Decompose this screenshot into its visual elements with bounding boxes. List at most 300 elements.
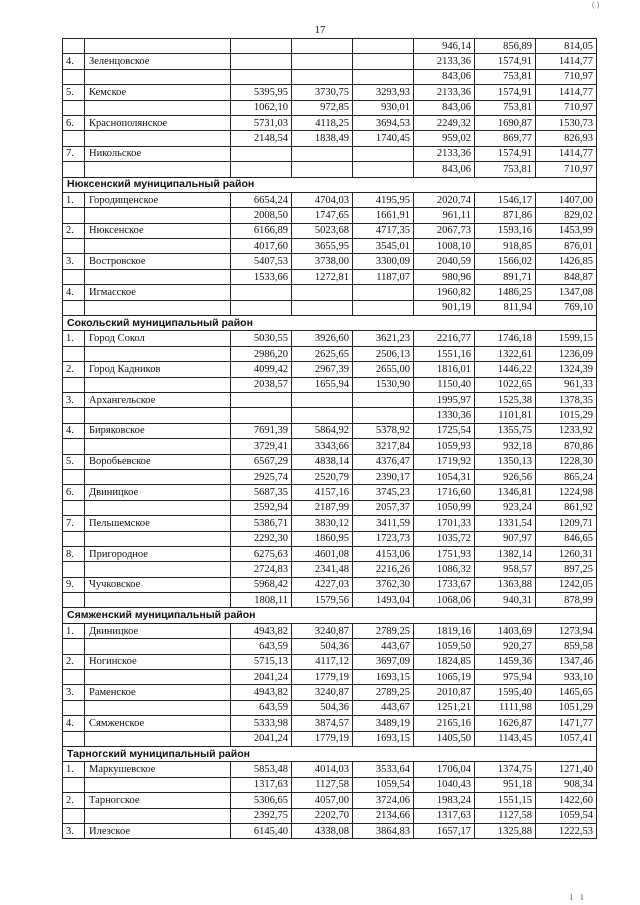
district-header-row (63, 746, 597, 761)
value-cell: 6654,24 (231, 192, 292, 207)
page-number: 17 (314, 24, 326, 36)
value-cell: 1574,91 (475, 85, 536, 100)
value-cell: 1008,10 (414, 239, 475, 254)
value-cell: 2216,77 (414, 331, 475, 346)
value-cell: 3300,09 (353, 254, 414, 269)
settlement-name: Сямженское (85, 716, 231, 731)
settlement-name: Маркушевское (85, 762, 231, 777)
value-cell: 2506,13 (353, 346, 414, 361)
value-cell: 811,94 (475, 300, 536, 315)
row-number (63, 239, 85, 254)
row-number: 1. (63, 192, 85, 207)
settlement-name: Зеленцовское (85, 54, 231, 69)
settlement-name (85, 300, 231, 315)
value-cell: 920,27 (475, 639, 536, 654)
value-cell: 1465,65 (536, 685, 597, 700)
value-cell: 2041,24 (231, 670, 292, 685)
value-cell: 2967,39 (292, 362, 353, 377)
value-cell: 1816,01 (414, 362, 475, 377)
row-number: 4. (63, 716, 85, 731)
value-cell: 1378,35 (536, 392, 597, 407)
value-cell: 4157,16 (292, 485, 353, 500)
value-cell: 980,96 (414, 269, 475, 284)
value-cell: 1209,71 (536, 516, 597, 531)
value-cell (231, 408, 292, 423)
value-cell: 2133,36 (414, 146, 475, 161)
value-cell: 908,34 (536, 777, 597, 792)
value-cell (353, 69, 414, 84)
settlement-continuation-row (63, 808, 597, 823)
settlement-row (63, 762, 597, 777)
value-cell: 1242,05 (536, 577, 597, 592)
value-cell: 1574,91 (475, 146, 536, 161)
value-cell (231, 300, 292, 315)
value-cell: 4227,03 (292, 577, 353, 592)
value-cell: 846,65 (536, 531, 597, 546)
value-cell: 3240,87 (292, 685, 353, 700)
value-cell: 1551,15 (475, 793, 536, 808)
value-cell: 1273,94 (536, 623, 597, 638)
value-cell: 1068,06 (414, 593, 475, 608)
value-cell: 1422,60 (536, 793, 597, 808)
value-cell: 753,81 (475, 162, 536, 177)
settlement-name (85, 239, 231, 254)
row-number: 2. (63, 793, 85, 808)
value-cell: 6145,40 (231, 823, 292, 838)
settlement-row (63, 623, 597, 638)
value-cell: 1530,90 (353, 377, 414, 392)
row-number (63, 39, 85, 54)
row-number (63, 531, 85, 546)
settlement-continuation-row (63, 162, 597, 177)
value-cell: 859,58 (536, 639, 597, 654)
value-cell: 3864,83 (353, 823, 414, 838)
value-cell: 1746,18 (475, 331, 536, 346)
value-cell (353, 392, 414, 407)
value-cell (353, 146, 414, 161)
value-cell: 958,57 (475, 562, 536, 577)
row-number (63, 731, 85, 746)
settlement-continuation-row (63, 531, 597, 546)
value-cell (292, 146, 353, 161)
value-cell: 3762,30 (353, 577, 414, 592)
value-cell: 5853,48 (231, 762, 292, 777)
settlement-continuation-row (63, 731, 597, 746)
value-cell: 3730,75 (292, 85, 353, 100)
value-cell: 1187,07 (353, 269, 414, 284)
value-cell: 3724,06 (353, 793, 414, 808)
value-cell: 1693,15 (353, 731, 414, 746)
value-cell: 1701,33 (414, 516, 475, 531)
settlement-name: Раменское (85, 685, 231, 700)
value-cell (292, 69, 353, 84)
value-cell: 2038,57 (231, 377, 292, 392)
settlement-row (63, 577, 597, 592)
value-cell: 1035,72 (414, 531, 475, 546)
value-cell (231, 54, 292, 69)
value-cell: 1317,63 (231, 777, 292, 792)
value-cell: 959,02 (414, 131, 475, 146)
value-cell: 1779,19 (292, 731, 353, 746)
settlement-name (85, 346, 231, 361)
value-cell (292, 408, 353, 423)
value-cell: 1838,49 (292, 131, 353, 146)
row-number: 1. (63, 331, 85, 346)
row-number (63, 670, 85, 685)
settlement-name (85, 208, 231, 223)
settlement-continuation-row (63, 131, 597, 146)
row-number: 3. (63, 392, 85, 407)
row-number: 7. (63, 146, 85, 161)
settlement-row (63, 223, 597, 238)
value-cell: 870,86 (536, 439, 597, 454)
value-cell: 1414,77 (536, 85, 597, 100)
value-cell: 1747,65 (292, 208, 353, 223)
value-cell: 1426,85 (536, 254, 597, 269)
row-number (63, 208, 85, 223)
value-cell: 753,81 (475, 69, 536, 84)
settlement-name (85, 562, 231, 577)
settlement-name: Пригородное (85, 546, 231, 561)
value-cell: 3745,23 (353, 485, 414, 500)
settlement-name (85, 377, 231, 392)
value-cell: 4195,95 (353, 192, 414, 207)
value-cell: 1363,88 (475, 577, 536, 592)
row-number: 6. (63, 115, 85, 130)
value-cell: 1860,95 (292, 531, 353, 546)
value-cell: 4943,82 (231, 623, 292, 638)
value-cell: 1330,36 (414, 408, 475, 423)
value-cell: 1271,40 (536, 762, 597, 777)
value-cell: 2986,20 (231, 346, 292, 361)
row-number (63, 700, 85, 715)
settlement-name: Город Кадников (85, 362, 231, 377)
row-number (63, 100, 85, 115)
row-number: 4. (63, 285, 85, 300)
value-cell: 4118,25 (292, 115, 353, 130)
value-cell: 1405,50 (414, 731, 475, 746)
district-title: Сямженский муниципальный район (63, 608, 597, 623)
row-number: 6. (63, 485, 85, 500)
row-number: 1. (63, 623, 85, 638)
value-cell: 2020,74 (414, 192, 475, 207)
value-cell: 3697,09 (353, 654, 414, 669)
value-cell: 930,01 (353, 100, 414, 115)
value-cell: 829,02 (536, 208, 597, 223)
value-cell: 961,11 (414, 208, 475, 223)
row-number (63, 469, 85, 484)
settlement-continuation-row (63, 69, 597, 84)
value-cell: 1626,87 (475, 716, 536, 731)
row-number (63, 300, 85, 315)
tariff-table (62, 38, 597, 839)
value-cell: 2040,59 (414, 254, 475, 269)
row-number (63, 808, 85, 823)
value-cell: 2925,74 (231, 469, 292, 484)
value-cell: 1599,15 (536, 331, 597, 346)
value-cell: 1414,77 (536, 54, 597, 69)
value-cell: 940,31 (475, 593, 536, 608)
value-cell: 1661,91 (353, 208, 414, 223)
settlement-continuation-row (63, 469, 597, 484)
value-cell: 2067,73 (414, 223, 475, 238)
settlement-name (85, 162, 231, 177)
value-cell: 4704,03 (292, 192, 353, 207)
row-number: 2. (63, 223, 85, 238)
value-cell: 843,06 (414, 162, 475, 177)
value-cell (231, 162, 292, 177)
settlement-continuation-row (63, 300, 597, 315)
value-cell: 1546,17 (475, 192, 536, 207)
value-cell: 3830,12 (292, 516, 353, 531)
settlement-name (85, 531, 231, 546)
value-cell: 1595,40 (475, 685, 536, 700)
value-cell: 1566,02 (475, 254, 536, 269)
value-cell: 1059,54 (536, 808, 597, 823)
settlement-name (85, 131, 231, 146)
row-number (63, 777, 85, 792)
row-number (63, 69, 85, 84)
settlement-name (85, 100, 231, 115)
settlement-name: Нюксенское (85, 223, 231, 238)
value-cell: 1350,13 (475, 454, 536, 469)
row-number: 8. (63, 546, 85, 561)
value-cell: 5395,95 (231, 85, 292, 100)
value-cell (353, 39, 414, 54)
value-cell: 3293,93 (353, 85, 414, 100)
value-cell: 7691,39 (231, 423, 292, 438)
settlement-name: Пельшемское (85, 516, 231, 531)
value-cell: 3411,59 (353, 516, 414, 531)
value-cell: 1382,14 (475, 546, 536, 561)
value-cell: 975,94 (475, 670, 536, 685)
value-cell: 1525,38 (475, 392, 536, 407)
value-cell: 6275,63 (231, 546, 292, 561)
value-cell (292, 300, 353, 315)
value-cell: 2392,75 (231, 808, 292, 823)
value-cell: 5731,03 (231, 115, 292, 130)
value-cell: 1493,04 (353, 593, 414, 608)
value-cell: 3621,23 (353, 331, 414, 346)
settlement-name: Архангельское (85, 392, 231, 407)
value-cell: 443,67 (353, 639, 414, 654)
row-number (63, 162, 85, 177)
row-number: 2. (63, 362, 85, 377)
value-cell: 932,18 (475, 439, 536, 454)
settlement-name: Воробьевское (85, 454, 231, 469)
value-cell: 2134,66 (353, 808, 414, 823)
value-cell: 1374,75 (475, 762, 536, 777)
value-cell: 1143,45 (475, 731, 536, 746)
value-cell: 1347,46 (536, 654, 597, 669)
value-cell: 1453,99 (536, 223, 597, 238)
value-cell: 1331,54 (475, 516, 536, 531)
district-header-row (63, 608, 597, 623)
value-cell: 3217,84 (353, 439, 414, 454)
value-cell: 1111,98 (475, 700, 536, 715)
value-cell: 1317,63 (414, 808, 475, 823)
settlement-name: Двиницкое (85, 485, 231, 500)
value-cell: 1414,77 (536, 146, 597, 161)
settlement-row (63, 146, 597, 161)
value-cell: 1751,93 (414, 546, 475, 561)
settlement-name (85, 500, 231, 515)
value-cell: 1740,45 (353, 131, 414, 146)
settlement-name (85, 408, 231, 423)
settlement-row (63, 85, 597, 100)
settlement-continuation-row (63, 39, 597, 54)
value-cell: 5333,98 (231, 716, 292, 731)
value-cell: 1324,39 (536, 362, 597, 377)
value-cell: 3240,87 (292, 623, 353, 638)
value-cell: 6166,89 (231, 223, 292, 238)
value-cell: 3738,00 (292, 254, 353, 269)
value-cell (292, 285, 353, 300)
settlement-name (85, 777, 231, 792)
value-cell: 2148,54 (231, 131, 292, 146)
value-cell: 869,77 (475, 131, 536, 146)
value-cell: 4117,12 (292, 654, 353, 669)
corner-mark-bottom: I I (570, 893, 587, 902)
value-cell: 1015,29 (536, 408, 597, 423)
settlement-name (85, 439, 231, 454)
value-cell: 1459,36 (475, 654, 536, 669)
value-cell: 5715,13 (231, 654, 292, 669)
settlement-name: Город Сокол (85, 331, 231, 346)
settlement-continuation-row (63, 239, 597, 254)
row-number (63, 500, 85, 515)
value-cell: 1593,16 (475, 223, 536, 238)
value-cell (292, 54, 353, 69)
value-cell: 1719,92 (414, 454, 475, 469)
value-cell: 1062,10 (231, 100, 292, 115)
settlement-row (63, 54, 597, 69)
value-cell (353, 162, 414, 177)
settlement-name (85, 69, 231, 84)
settlement-row (63, 716, 597, 731)
settlement-name: Илезское (85, 823, 231, 838)
value-cell: 2789,25 (353, 623, 414, 638)
value-cell: 2010,87 (414, 685, 475, 700)
value-cell: 3343,66 (292, 439, 353, 454)
value-cell: 5968,42 (231, 577, 292, 592)
value-cell: 1065,19 (414, 670, 475, 685)
settlement-continuation-row (63, 670, 597, 685)
district-title: Нюксенский муниципальный район (63, 177, 597, 192)
settlement-name (85, 593, 231, 608)
value-cell: 1127,58 (292, 777, 353, 792)
value-cell: 923,24 (475, 500, 536, 515)
row-number (63, 346, 85, 361)
settlement-row (63, 423, 597, 438)
settlement-row (63, 654, 597, 669)
settlement-continuation-row (63, 346, 597, 361)
value-cell: 865,24 (536, 469, 597, 484)
value-cell: 5407,53 (231, 254, 292, 269)
settlement-continuation-row (63, 777, 597, 792)
value-cell (231, 146, 292, 161)
value-cell: 1446,22 (475, 362, 536, 377)
value-cell: 1086,32 (414, 562, 475, 577)
value-cell: 1127,58 (475, 808, 536, 823)
row-number: 1. (63, 762, 85, 777)
value-cell: 843,06 (414, 69, 475, 84)
settlement-row (63, 392, 597, 407)
row-number: 5. (63, 85, 85, 100)
value-cell (292, 39, 353, 54)
value-cell: 1723,73 (353, 531, 414, 546)
row-number (63, 639, 85, 654)
settlement-continuation-row (63, 439, 597, 454)
value-cell: 1716,60 (414, 485, 475, 500)
value-cell (231, 39, 292, 54)
settlement-row (63, 793, 597, 808)
value-cell: 1347,08 (536, 285, 597, 300)
value-cell: 3545,01 (353, 239, 414, 254)
value-cell: 951,18 (475, 777, 536, 792)
value-cell: 2520,79 (292, 469, 353, 484)
value-cell: 5864,92 (292, 423, 353, 438)
value-cell: 1325,88 (475, 823, 536, 838)
value-cell: 1054,31 (414, 469, 475, 484)
value-cell: 1733,67 (414, 577, 475, 592)
value-cell (292, 162, 353, 177)
settlement-name: Кемское (85, 85, 231, 100)
value-cell: 710,97 (536, 69, 597, 84)
settlement-name (85, 469, 231, 484)
value-cell: 5378,92 (353, 423, 414, 438)
value-cell: 4717,35 (353, 223, 414, 238)
value-cell: 876,01 (536, 239, 597, 254)
value-cell: 1533,66 (231, 269, 292, 284)
value-cell (231, 285, 292, 300)
value-cell: 643,59 (231, 639, 292, 654)
settlement-row (63, 362, 597, 377)
row-number (63, 131, 85, 146)
settlement-continuation-row (63, 269, 597, 284)
settlement-name: Двиницкое (85, 623, 231, 638)
settlement-name (85, 700, 231, 715)
settlement-name (85, 808, 231, 823)
value-cell: 891,71 (475, 269, 536, 284)
value-cell: 1051,29 (536, 700, 597, 715)
value-cell: 1057,41 (536, 731, 597, 746)
settlement-row (63, 546, 597, 561)
value-cell: 1983,24 (414, 793, 475, 808)
settlement-row (63, 516, 597, 531)
value-cell (231, 69, 292, 84)
value-cell: 4838,14 (292, 454, 353, 469)
value-cell: 3874,57 (292, 716, 353, 731)
settlement-continuation-row (63, 208, 597, 223)
value-cell: 2789,25 (353, 685, 414, 700)
value-cell: 1530,73 (536, 115, 597, 130)
value-cell: 4943,82 (231, 685, 292, 700)
settlement-name: Краснополянское (85, 115, 231, 130)
value-cell: 1551,16 (414, 346, 475, 361)
settlement-continuation-row (63, 593, 597, 608)
value-cell: 2187,99 (292, 500, 353, 515)
value-cell: 1995,97 (414, 392, 475, 407)
settlement-name: Игмасское (85, 285, 231, 300)
value-cell: 5030,55 (231, 331, 292, 346)
value-cell: 2655,00 (353, 362, 414, 377)
district-header-row (63, 177, 597, 192)
value-cell: 1022,65 (475, 377, 536, 392)
value-cell: 643,59 (231, 700, 292, 715)
value-cell (353, 300, 414, 315)
value-cell: 5386,71 (231, 516, 292, 531)
